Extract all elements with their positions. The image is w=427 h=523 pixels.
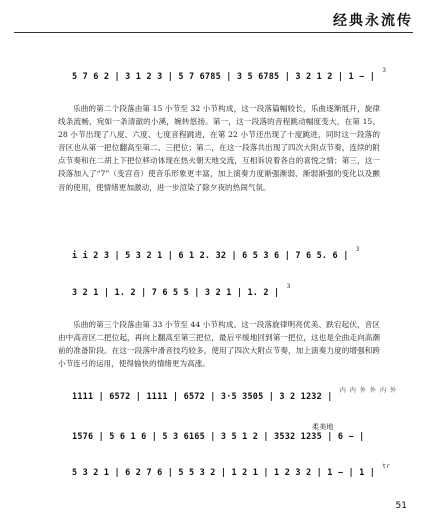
score-line-2-notes: i i 2 3 | 5 3 2 1 | 6 1 2. 32 | 6 5 3 6 | 7 6 5. 6 | bbox=[72, 251, 349, 261]
score-line-4-mark: 内 内 外 外 内 外 bbox=[339, 387, 397, 394]
page-number: 51 bbox=[395, 501, 407, 511]
score-line-2 bbox=[72, 246, 360, 261]
score-line-6-mark: tr bbox=[382, 463, 391, 470]
score-line-4 bbox=[72, 387, 397, 402]
score-line-5 bbox=[72, 423, 365, 442]
score-line-1-mark: 3 bbox=[382, 67, 387, 74]
score-line-4-notes: 1111 | 6572 | 1111 | 6572 | 3·5 3505 | 3 2 1232 | bbox=[72, 392, 333, 402]
paragraph-1: 乐曲的第二个段落由第 15 小节至 32 小节构成，这一段落篇幅较长，乐曲逐渐展开，旋律线条流畅，宛如一条清澈的小溪，婉转悠扬。第一，这一段落的音程跳动幅度变大，在第 15、28 小节出现了八度、六度、七度音程跳进，在第 22 小节还出现了十度跳进，同时这一段落的音区也从第一把位翻高至第二、三把位；第二，在这一段落共出现了四次大附点节奏，连续的附点节奏和在二胡上下把位移动体现在热火朝天地交流，互相诉说着各自的喜悦之情；第三，这一段落加入了“7”（变宫音）使音乐形象更丰富，加上演奏力度渐强渐弱、渐弱渐强的变化以及颤音的使用，使情绪更加激动，进一步渲染了除夕夜的热闹气氛。 bbox=[58, 104, 380, 192]
score-line-3-mark: 3 bbox=[286, 283, 291, 290]
score-line-1-notes: 5 7 6 2 | 3 1 2 3 | 5 7 6785 | 3 5 6785 | 3 2 1 2 | 1 − | bbox=[72, 72, 376, 82]
score-line-5-label: 柔美地 bbox=[312, 423, 334, 431]
score-line-3 bbox=[72, 283, 291, 298]
header-divider bbox=[14, 32, 413, 33]
score-line-5-notes: 1576 | 5 6 1 6 | 5 3 6165 | 3 5 1 2 | 3532 1235 | 6 − | bbox=[72, 432, 365, 442]
paragraph-2: 乐曲的第三个段落由第 33 小节至 44 小节构成。这一段落旋律明亮优美、跌宕起伏，音区由中高音区二把位起，再向上翻高至第三把位，最后平缓地回到第一把位，这也是全曲走向高潮前的准备阶段。在这一段落中滑音技巧较多，使用了四次大附点节奏，加上演奏力度的增强和跨小节连弓的运用，使得愉快的情绪更为高涨。 bbox=[58, 320, 380, 369]
score-line-6-notes: 5 3 2 1 | 6 2 7 6 | 5 5 3 2 | 1 2 1 | 1 2 3 2 | 1 − | 1 | bbox=[72, 468, 376, 478]
score-line-2-mark: 3 bbox=[355, 246, 360, 253]
header-title: 经典永流传 bbox=[333, 13, 413, 29]
score-line-1 bbox=[72, 67, 387, 82]
score-line-3-notes: 3 2 1 | 1. 2 | 7 6 5 5 | 3 2 1 | 1. 2 | bbox=[72, 288, 280, 298]
score-line-6 bbox=[72, 463, 391, 478]
